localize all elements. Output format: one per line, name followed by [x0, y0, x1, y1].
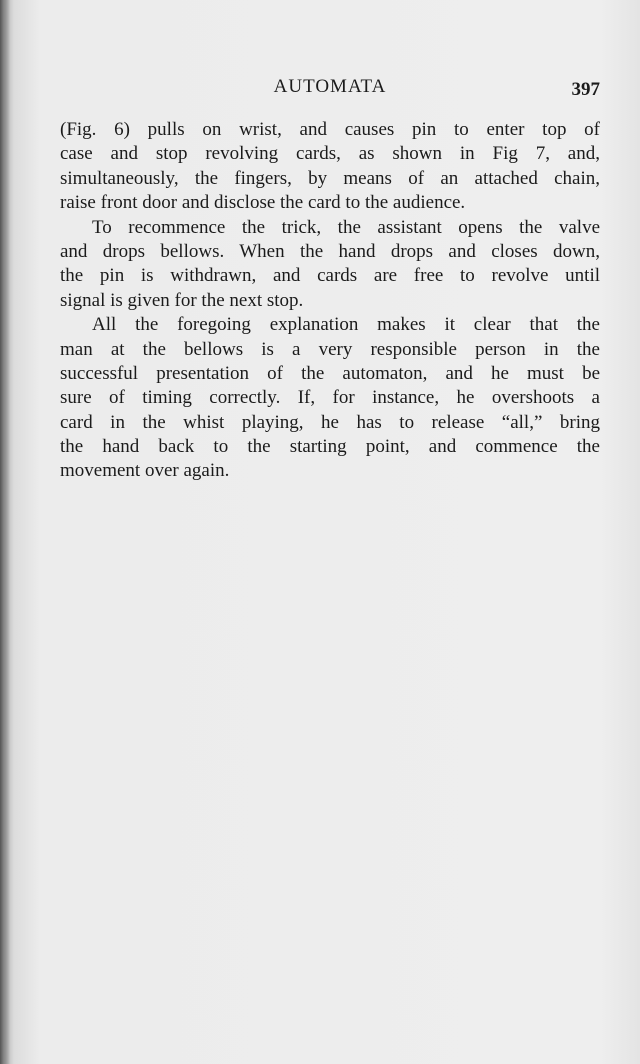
- page-number: 397: [571, 79, 600, 100]
- text-line: sure of timing correctly. If, for instance, he overshoots a: [60, 387, 600, 409]
- text-line: signal is given for the next stop.: [60, 289, 304, 311]
- text-line: the hand back to the starting point, and commence the: [60, 436, 600, 458]
- text-line: card in the whist playing, he has to release “all,” bring: [60, 411, 600, 433]
- body-text: [60, 118, 600, 484]
- text-line: To recommence the trick, the assistant opens the valve: [92, 216, 600, 238]
- running-title: AUTOMATA: [273, 76, 387, 97]
- text-line: and drops bellows. When the hand drops and closes down,: [60, 240, 600, 262]
- paragraph-1: [60, 118, 600, 216]
- paragraph-3: [60, 313, 600, 484]
- text-line: successful presentation of the automaton, and he must be: [60, 362, 600, 384]
- text-line: All the foregoing explanation makes it clear that the: [92, 314, 600, 336]
- text-line: simultaneously, the fingers, by means of an attached chain,: [60, 167, 600, 189]
- text-line: man at the bellows is a very responsible person in the: [60, 338, 600, 360]
- text-line: the pin is withdrawn, and cards are free to revolve until: [60, 265, 600, 287]
- running-head: [60, 76, 600, 104]
- paragraph-2: [60, 216, 600, 314]
- text-line: case and stop revolving cards, as shown in Fig 7, and,: [60, 143, 600, 165]
- text-line: (Fig. 6) pulls on wrist, and causes pin to enter top of: [60, 119, 600, 140]
- spine-shadow: [0, 0, 10, 1064]
- text-line: movement over again.: [60, 460, 230, 482]
- text-line: raise front door and disclose the card to the audience.: [60, 192, 466, 214]
